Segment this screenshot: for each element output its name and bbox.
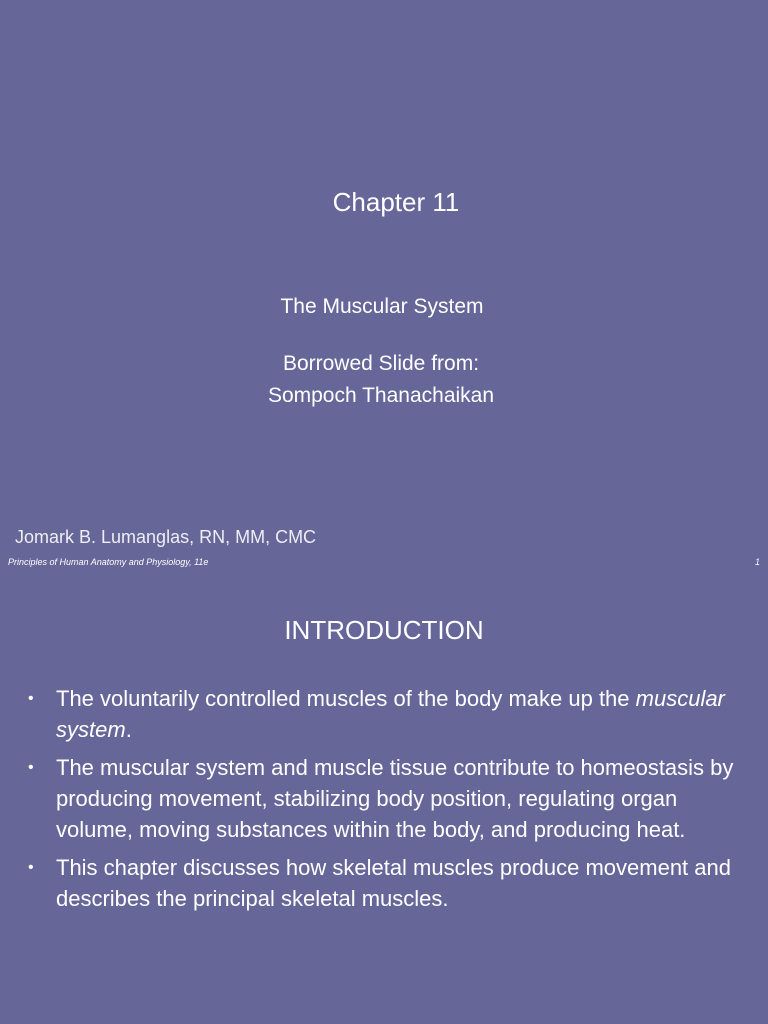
slide-number: 1 (754, 557, 760, 567)
bullet-text-part: The voluntarily controlled muscles of the body make up the (56, 686, 636, 711)
bullet-text-part: . (125, 717, 132, 742)
bullet-text (56, 686, 725, 742)
bullet-text: The muscular system and muscle tissue contribute to homeostasis by producing movement, stabilizing body position, regulating organ volume, moving substances within the body, and producing heat. (56, 755, 734, 842)
credit-block (0, 348, 765, 412)
bullet-item (0, 852, 768, 914)
bullet-item (0, 752, 768, 845)
author-name: Jomark B. Lumanglas, RN, MM, CMC (15, 527, 317, 547)
credit-line-1: Borrowed Slide from: (282, 352, 480, 375)
bullet-icon: • (28, 859, 34, 876)
chapter-title: Chapter 11 (332, 187, 460, 217)
bullet-icon: • (28, 690, 34, 707)
bullet-text: This chapter discusses how skeletal muscles produce movement and describes the principal skeletal muscles. (56, 855, 731, 911)
bullet-item (0, 683, 768, 745)
bullet-emphasis: muscular system (56, 686, 725, 742)
credit-line-2: Sompoch Thanachaikan (267, 384, 495, 407)
slide-subtitle: The Muscular System (280, 295, 484, 318)
footer-book-title: Principles of Human Anatomy and Physiology, 11e (8, 557, 209, 567)
slide-introduction (0, 576, 768, 1024)
bullet-icon: • (28, 759, 34, 776)
slide-heading: INTRODUCTION (284, 615, 484, 645)
bullet-list (0, 683, 768, 921)
